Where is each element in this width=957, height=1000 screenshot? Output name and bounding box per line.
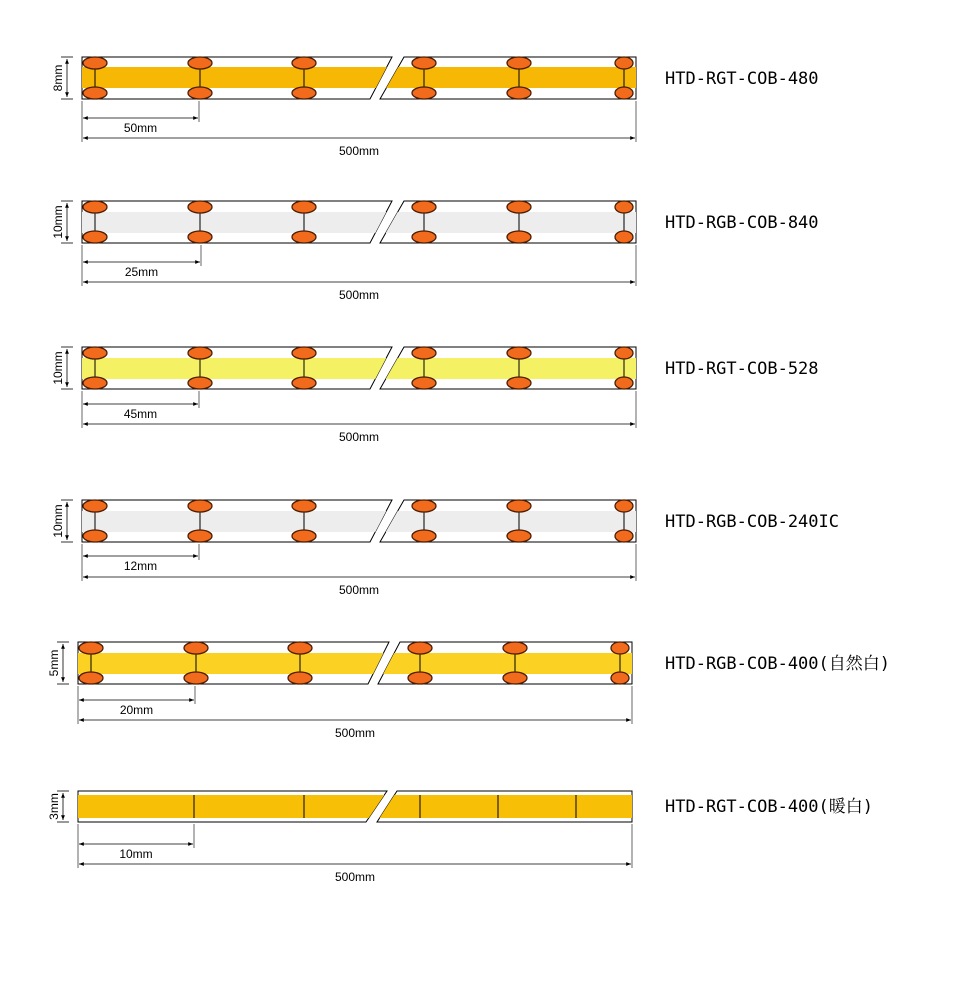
strip-model-name: HTD-RGB-COB-240IC	[665, 512, 839, 532]
segment-length-label: 10mm	[119, 847, 153, 861]
led-strip	[51, 201, 818, 302]
solder-pad	[188, 201, 212, 213]
solder-pad	[79, 672, 103, 684]
segment-length-label: 20mm	[119, 703, 154, 717]
solder-pad	[408, 642, 432, 654]
solder-pad	[412, 530, 436, 542]
solder-pad	[412, 201, 436, 213]
strip-model-name: HTD-RGT-COB-400(暖白)	[665, 797, 873, 817]
solder-pad	[292, 347, 316, 359]
height-label: 8mm	[51, 64, 66, 92]
solder-pad	[83, 377, 107, 389]
solder-pad	[188, 530, 212, 542]
solder-pad	[507, 347, 531, 359]
led-strip	[47, 642, 890, 740]
solder-pad	[611, 672, 629, 684]
solder-pad	[184, 642, 208, 654]
led-strip	[51, 347, 818, 444]
solder-pad	[79, 642, 103, 654]
solder-pad	[615, 201, 633, 213]
total-length-label: 500mm	[338, 144, 380, 158]
solder-pad	[503, 642, 527, 654]
solder-pad	[507, 377, 531, 389]
solder-pad	[615, 87, 633, 99]
solder-pad	[412, 87, 436, 99]
solder-pad	[292, 530, 316, 542]
solder-pad	[615, 57, 633, 69]
solder-pad	[292, 377, 316, 389]
solder-pad	[188, 57, 212, 69]
solder-pad	[288, 642, 312, 654]
total-length-label: 500mm	[338, 288, 380, 302]
solder-pad	[292, 231, 316, 243]
segment-length-label: 45mm	[123, 407, 158, 421]
solder-pad	[408, 672, 432, 684]
solder-pad	[412, 57, 436, 69]
solder-pad	[83, 57, 107, 69]
solder-pad	[83, 347, 107, 359]
height-label: 10mm	[51, 504, 66, 538]
strip-model-name: HTD-RGB-COB-400(自然白)	[665, 654, 890, 674]
solder-pad	[83, 87, 107, 99]
segment-length-label: 12mm	[123, 559, 158, 573]
solder-pad	[412, 377, 436, 389]
strip-model-name: HTD-RGB-COB-840	[665, 213, 819, 233]
solder-pad	[188, 500, 212, 512]
solder-pad	[507, 500, 531, 512]
solder-pad	[507, 231, 531, 243]
solder-pad	[611, 642, 629, 654]
total-length-label: 500mm	[338, 583, 380, 597]
solder-pad	[83, 231, 107, 243]
solder-pad	[292, 201, 316, 213]
solder-pad	[615, 231, 633, 243]
height-label: 3mm	[47, 793, 62, 820]
height-label: 10mm	[51, 205, 66, 239]
solder-pad	[503, 672, 527, 684]
solder-pad	[188, 347, 212, 359]
solder-pad	[184, 672, 208, 684]
solder-pad	[507, 530, 531, 542]
solder-pad	[507, 57, 531, 69]
solder-pad	[615, 347, 633, 359]
solder-pad	[615, 500, 633, 512]
segment-length-label: 50mm	[123, 121, 158, 135]
height-label: 5mm	[47, 649, 62, 677]
total-length-label: 500mm	[334, 870, 376, 884]
solder-pad	[412, 347, 436, 359]
solder-pad	[83, 201, 107, 213]
solder-pad	[615, 530, 633, 542]
segment-length-label: 25mm	[124, 265, 159, 279]
solder-pad	[292, 87, 316, 99]
total-length-label: 500mm	[338, 430, 380, 444]
solder-pad	[412, 231, 436, 243]
solder-pad	[288, 672, 312, 684]
solder-pad	[83, 530, 107, 542]
solder-pad	[412, 500, 436, 512]
solder-pad	[292, 500, 316, 512]
strip-model-name: HTD-RGT-COB-480	[665, 69, 819, 89]
solder-pad	[507, 201, 531, 213]
solder-pad	[188, 377, 212, 389]
led-strip	[51, 500, 839, 597]
solder-pad	[188, 231, 212, 243]
solder-pad	[188, 87, 212, 99]
led-strip	[51, 57, 818, 158]
led-strip	[47, 791, 873, 884]
solder-pad	[507, 87, 531, 99]
solder-pad	[615, 377, 633, 389]
strip-model-name: HTD-RGT-COB-528	[665, 359, 819, 379]
solder-pad	[292, 57, 316, 69]
height-label: 10mm	[51, 351, 66, 385]
total-length-label: 500mm	[334, 726, 376, 740]
solder-pad	[83, 500, 107, 512]
